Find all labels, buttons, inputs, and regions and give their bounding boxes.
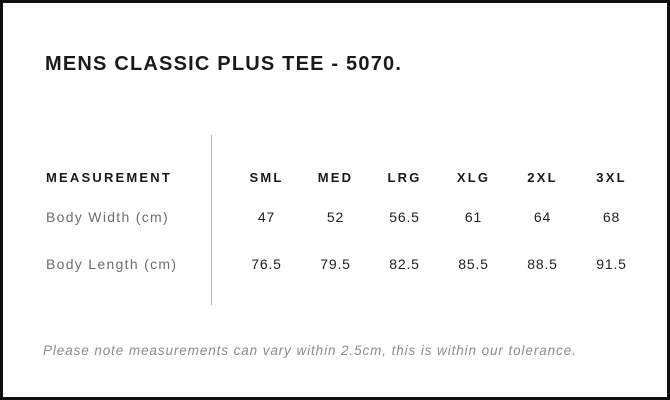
body-length-value-sml: 76.5 [251, 256, 282, 272]
body-width-value-2xl: 64 [533, 209, 552, 225]
size-header-3xl: 3XL [596, 169, 627, 185]
measurement-column-header: MEASUREMENT [46, 169, 173, 185]
size-header-lrg: LRG [387, 169, 422, 185]
body-width-value-lrg: 56.5 [389, 209, 420, 225]
body-width-value-med: 52 [326, 209, 345, 225]
row-label-body-width: Body Width (cm) [46, 209, 169, 225]
row-label-body-length: Body Length (cm) [46, 256, 178, 272]
size-header-xlg: XLG [456, 169, 491, 185]
size-header-med: MED [317, 169, 354, 185]
body-length-value-xlg: 85.5 [458, 256, 489, 272]
body-length-value-3xl: 91.5 [596, 256, 627, 272]
table-row-body-length [46, 255, 646, 273]
page-title: MENS CLASSIC PLUS TEE - 5070. [45, 53, 403, 75]
body-width-value-3xl: 68 [602, 209, 621, 225]
body-length-value-2xl: 88.5 [527, 256, 558, 272]
table-row-body-width [46, 208, 646, 226]
body-length-value-med: 79.5 [320, 256, 351, 272]
body-width-value-sml: 47 [257, 209, 276, 225]
body-length-value-lrg: 82.5 [389, 256, 420, 272]
table-header-row [46, 168, 646, 186]
size-header-sml: SML [249, 169, 284, 185]
size-header-2xl: 2XL [527, 169, 558, 185]
body-width-value-xlg: 61 [464, 209, 483, 225]
tolerance-note: Please note measurements can vary within 2.5cm, this is within our tolerance. [43, 343, 577, 358]
